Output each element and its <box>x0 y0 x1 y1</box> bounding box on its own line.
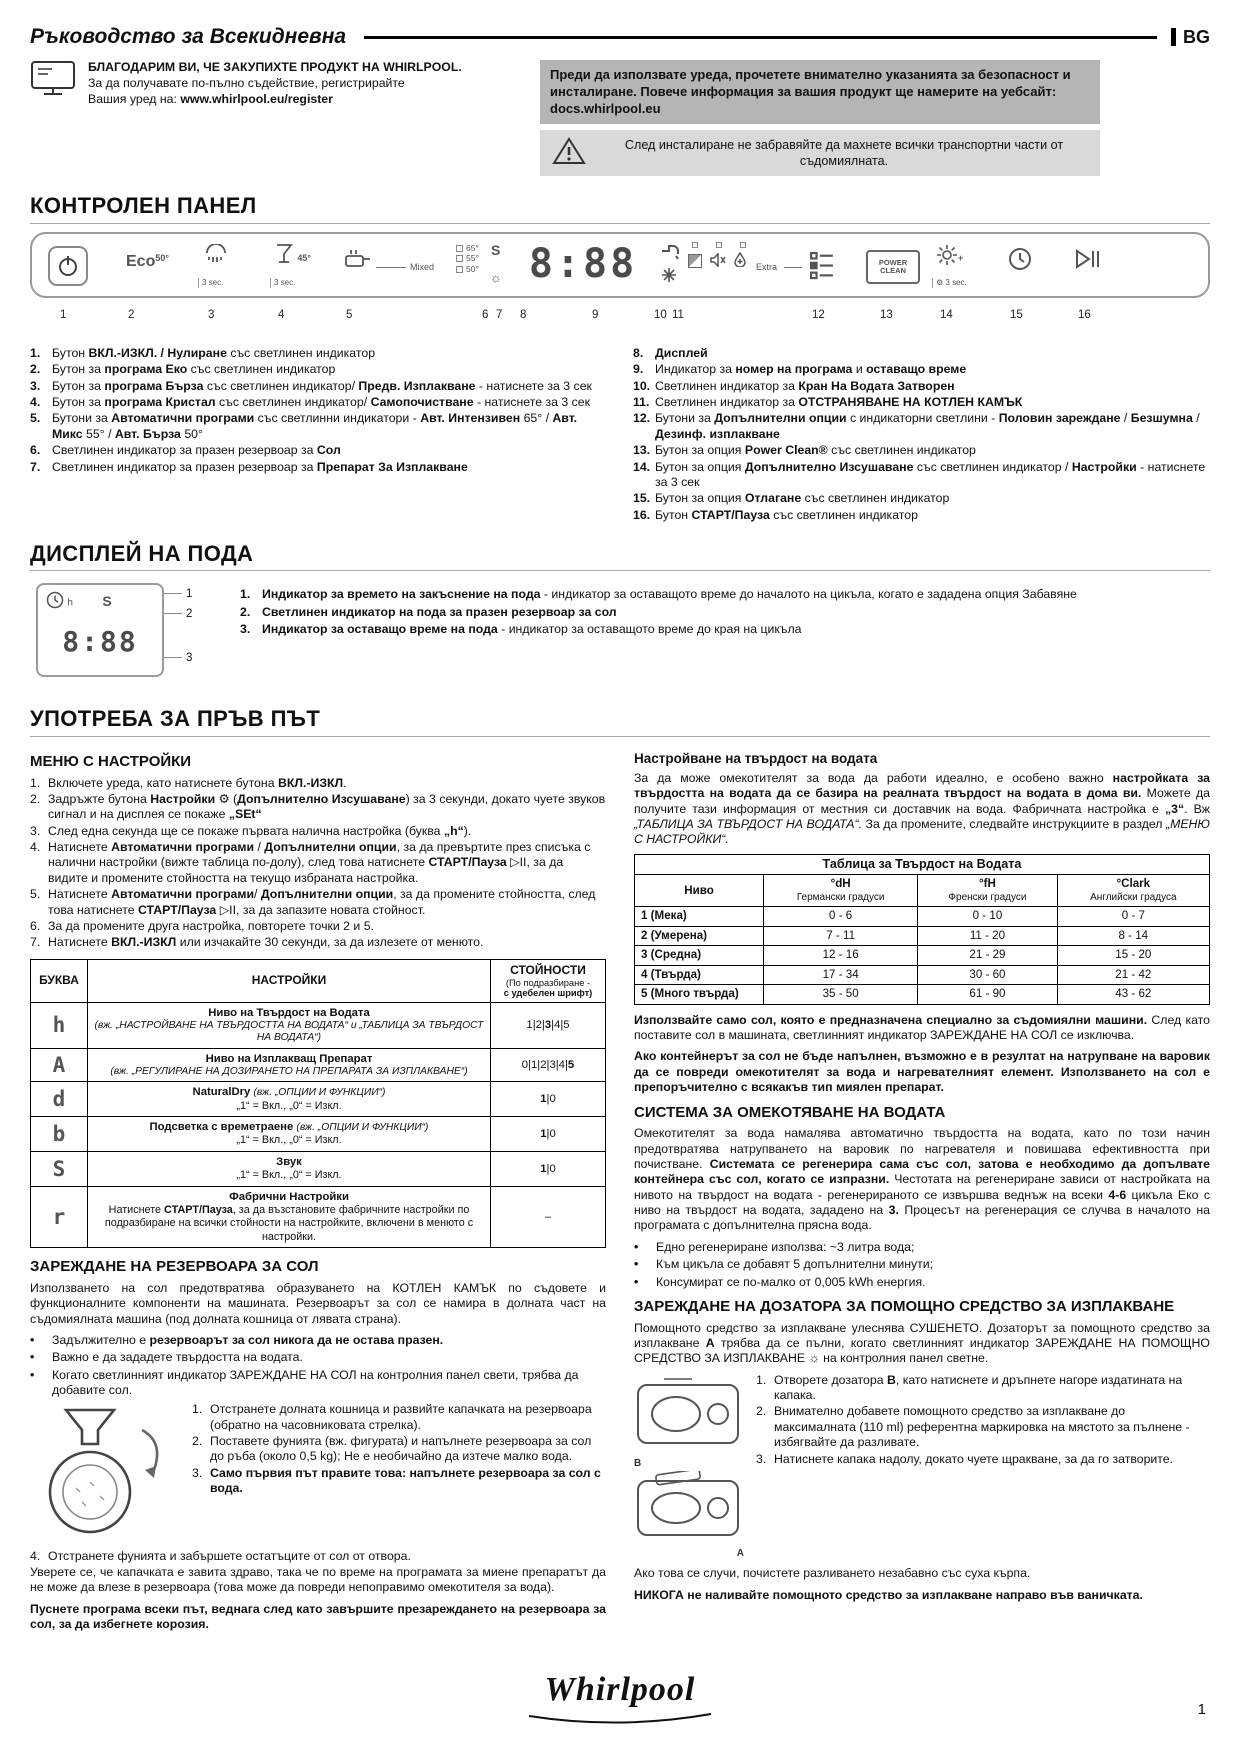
callout-number: 3 <box>186 652 193 665</box>
callout-number: 2 <box>186 608 193 621</box>
quick-program-icon <box>204 244 228 270</box>
list-item: 4. Бутон за програма Кристал със светлинен индикатор/ Самопочистване - натиснете за 3 сек <box>30 395 591 410</box>
rinse-intro: Помощното средство за изплакване улеснява СУШЕНЕТО. Дозаторът за помощното средство за изплакване A трябва да се пълни, когато светлинният индикатор ЗАРЕЖДАНЕ НА ПОМОЩНО СРЕДСТВО ЗА ИЗПЛАКВАНЕ ☼ на контролния панел светне. <box>634 1320 1210 1366</box>
list-item: 6. Светлинен индикатор за празен резервоар за Сол <box>30 443 341 458</box>
list-item: 16. Бутон СТАРТ/Пауза със светлинен индикатор <box>633 507 918 522</box>
descale-indicator-icon <box>662 268 676 286</box>
dispenser-a-label: A <box>736 1547 744 1559</box>
delay-clock-icon <box>1008 247 1032 275</box>
list-item: 12. Бутони за Допълнителни опции с индикаторни светлини - Половин зареждане / Безшумна / Дезинф. изплакване <box>633 411 1200 441</box>
list-item: 3. Само първия път правите това: напълнете резервоара за сол с вода. <box>192 1465 601 1496</box>
callout-number: 14 <box>940 308 953 321</box>
eco-program-button: Eco$^{50^\circ}$ <box>126 252 169 270</box>
rinse-dispenser-figure <box>634 1373 744 1561</box>
list-item: 5. Бутони за Автоматични програми със светлинни индикатори - Авт. Интензивен 65° / Авт. Микс 55° / Авт. Бърза 50° <box>30 411 578 441</box>
list-item: 1. Отстранете долната кошница и развийте капачката на резервоара (обратно на часовниковата стрелка). <box>192 1402 592 1432</box>
callout-number: 9 <box>592 308 599 321</box>
table-row: 4 (Твърда) 17 - 34 30 - 60 21 - 42 <box>635 965 1210 984</box>
warning-text: След инсталиране не забравяйте да махнете всички транспортни части от съдомиялната. <box>624 137 1064 169</box>
power-clean-button: POWER CLEAN <box>866 250 920 284</box>
legend-left <box>30 346 607 524</box>
setting-letter: h <box>31 1003 88 1049</box>
callout-number: 11 <box>672 308 684 321</box>
list-item: 15. Бутон за опция Отлагане със светлинен индикатор <box>633 491 950 506</box>
settings-table <box>30 959 606 1248</box>
list-item: 8. Дисплей <box>633 345 708 360</box>
table-row: 5 (Много твърда) 35 - 50 61 - 90 43 - 62 <box>635 985 1210 1004</box>
thanks-line2: За да получавате по-пълно съдействие, регистрирайте <box>88 76 405 91</box>
softener-bullets <box>634 1240 1210 1290</box>
power-button-icon <box>48 246 88 286</box>
callout-number: 7 <box>496 308 503 321</box>
never-note: НИКОГА не наливайте помощното средство за изплакване направо във ваничката. <box>634 1587 1143 1602</box>
list-item: 2. Поставете фунията (вж. фигурата) и напълнете резервоара за сол до ръба (около 0,5 kg); Не е необичайно да изтече малко вода. <box>192 1434 592 1464</box>
whirlpool-logo: Whirlpool <box>544 1671 696 1709</box>
hardness-heading: Настройване на твърдост на водата <box>634 750 878 766</box>
bullet-item: • Когато светлинният индикатор ЗАРЕЖДАНЕ НА СОЛ на контролния панел свети, трябва да добавите сол. <box>30 1367 579 1397</box>
bullet-item: • Към цикъла се добавят 5 допълнителни минути; <box>634 1257 934 1272</box>
table-row: r Фабрични Настройки Натиснете СТАРТ/Пауза, за да възстановите фабричните настройки по подразбиране на всички стойности на настройките, включени в менюто с настройки. – <box>31 1186 606 1248</box>
safety-notice: Преди да използвате уреда, прочетете внимателно указанията за безопасност и инсталиране. Повече информация за вашия продукт ще намерите на уебсайт: docs.whirlpool.eu <box>540 60 1100 124</box>
extra-dry-icon: + <box>936 244 963 270</box>
list-item: 3. След една секунда ще се покаже първата налична настройка (буква „h“). <box>30 823 472 838</box>
menu-settings-title: МЕНЮ С НАСТРОЙКИ <box>30 752 192 770</box>
crystal-program-icon: 45° <box>274 244 311 270</box>
callout-number: 1 <box>60 308 67 321</box>
list-item: 6. За да промените друга настройка, повторете точки 2 и 5. <box>30 918 374 933</box>
bullet-item: • Важно е да зададете твърдостта на водата. <box>30 1350 303 1365</box>
left-column <box>30 745 606 1639</box>
control-panel-strip <box>30 232 1210 298</box>
disinfect-rinse-icon <box>734 252 746 271</box>
extra-connector <box>784 267 802 268</box>
section-floor-display: ДИСПЛЕЙ НА ПОДА <box>30 540 1210 572</box>
register-link[interactable]: Вашия уред на: www.whirlpool.eu/register <box>88 92 333 107</box>
table-row: A Ниво на Изплакващ Препарат (вж. „РЕГУЛИРАНЕ НА ДОЗИРАНЕТО НА ПРЕПАРАТА ЗА ИЗПЛАКВАНЕ“) 0|1|2|3|4|5 <box>31 1048 606 1081</box>
list-item: 1. Отворете дозатора B, като натиснете и дръпнете нагоре издатината на капака. <box>756 1372 1183 1403</box>
page-title: Ръководство за Всекидневна <box>30 25 347 48</box>
floor-display-digits: 8:88 <box>62 624 138 658</box>
header <box>30 24 1210 50</box>
floor-display-legend <box>240 579 1210 639</box>
bullet-item: • Консумират се по-малко от 0,005 kWh енергия. <box>634 1274 926 1289</box>
floor-display-figure <box>30 579 200 689</box>
table-row: 1 (Мека) 0 - 6 0 - 10 0 - 7 <box>635 907 1210 926</box>
list-item: 5. Натиснете Автоматични програми/ Допълнителни опции, за да промените стойността, след това натиснете СТАРТ/Пауза ▷II, за да запазите новата стойност. <box>30 887 596 917</box>
display-digits: 8:88 <box>528 240 638 287</box>
mixed-label: Mixed <box>410 261 435 272</box>
table-row: b Подсветка с времетраене (вж. „ОПЦИИ И ФУНКЦИИ“) „1“ = Вкл., „0“ = Изкл. 1|0 <box>31 1117 606 1152</box>
salt-run-program: Пуснете програма всеки път, веднага след като завършите презареждането на резервоара за сол, за да избегнете корозия. <box>30 1601 606 1632</box>
warning-triangle-icon <box>552 136 586 170</box>
control-panel-figure <box>30 232 1210 336</box>
list-item: 3. Индикатор за оставащо време на пода - индикатор за оставащото време до края на цикъла <box>240 622 802 637</box>
callout-number: 3 <box>208 308 215 321</box>
setting-letter: d <box>31 1082 88 1117</box>
right-column <box>634 745 1210 1639</box>
list-item: 9. Индикатор за номер на програма и оставащо време <box>633 362 967 377</box>
auto-programs-icon <box>344 248 372 274</box>
hours-label: h <box>67 597 73 609</box>
bullet-item: • Задължително е резервоарът за сол никога да не остава празен. <box>30 1332 444 1347</box>
settings-hold-label: ⚙ 3 sec. <box>932 278 967 288</box>
table-title-row: Таблица за Твърдост на Водата <box>635 854 1210 875</box>
temperature-indicators: 65° 55° 50° <box>456 244 479 276</box>
callout-number: 12 <box>812 308 825 321</box>
quick-hold-label: 3 sec. <box>198 278 223 288</box>
callout-number: 16 <box>1078 308 1091 321</box>
rinse-aid-indicator-icon: ☼ <box>490 269 502 285</box>
salt-container-warning: Ако контейнерът за сол не бъде напълнен, възможно е в резултат на натрупване на варовик да се повреди омекотителят за вода и нагревателният елемент. Използването на сол е препоръчително с всякакъв тип миялен препарат. <box>634 1049 1210 1095</box>
salt-step4 <box>30 1549 606 1564</box>
list-item: 13. Бутон за опция Power Clean® със светлинен индикатор <box>633 443 976 458</box>
rinse-steps <box>756 1373 1210 1561</box>
setting-letter: A <box>31 1048 88 1081</box>
hardness-paragraph: За да може омекотителят за вода да работи идеално, е особено важно настройката за твърдостта на водата да се базира на реалната твърдост на водата в дома ви. Можете да получите тази информация от местния си доставчик на вода. Фабричната настройка е „3“. Вж „ТАБЛИЦА ЗА ТВЪРДОСТ НА ВОДАТА“. За да промените, следвайте инструкциите в раздел „МЕНЮ С НАСТРОЙКИ“. <box>634 770 1210 847</box>
mixed-connector <box>376 267 406 268</box>
list-item: 1. Бутон ВКЛ.-ИЗКЛ. / Нулиране със светлинен индикатор <box>30 345 376 360</box>
dispenser-b-label: B <box>634 1458 642 1470</box>
setting-letter: b <box>31 1117 88 1152</box>
list-item: 1. Индикатор за времето на закъснение на пода - индикатор за оставащото време до началото на цикъла, когато е зададена опция Забавяне <box>240 587 1077 602</box>
table-row: 2 (Умерена) 7 - 11 11 - 20 8 - 14 <box>635 926 1210 945</box>
list-item: 3. Натиснете капака надолу, докато чуете щракване, за да го затворите. <box>756 1451 1174 1466</box>
section-control-panel: КОНТРОЛЕН ПАНЕЛ <box>30 192 1210 224</box>
table-row: S Звук „1“ = Вкл., „0“ = Изкл. 1|0 <box>31 1151 606 1186</box>
callout-number: 13 <box>880 308 893 321</box>
list-item: 14. Бутон за опция Допълнително Изсушаване със светлинен индикатор / Настройки - натиснете за 3 сек <box>633 459 1206 489</box>
section-first-use: УПОТРЕБА ЗА ПРЪВ ПЪТ <box>30 705 1210 737</box>
hardness-table <box>634 854 1210 1005</box>
callout-number: 4 <box>278 308 285 321</box>
setting-letter: r <box>31 1186 88 1248</box>
list-item: 2. Внимателно добавете помощното средство за изплакване до максималната (110 ml) референтна маркировка на мястото за пълнене - избягвайте да разливате. <box>756 1404 1190 1450</box>
legend-right <box>633 346 1210 524</box>
callout-number: 15 <box>1010 308 1023 321</box>
list-item: 7. Натиснете ВКЛ.-ИЗКЛ или изчакайте 30 секунди, за да излезете от менюто. <box>30 935 484 950</box>
list-item: 4. Отстранете фунията и забършете остатъците от сол от отвора. <box>30 1548 411 1563</box>
list-item: 11. Светлинен индикатор за ОТСТРАНЯВАНЕ НА КОТЛЕН КАМЪК <box>633 395 1023 410</box>
crystal-hold-label: 3 sec. <box>270 278 295 288</box>
salt-only-note: Използвайте само сол, която е предназначена специално за съдомиялни машини. След като поставите сол в машината, светлинният индикатор ЗАРЕЖДАНЕ НА СОЛ се изключва. <box>634 1012 1210 1043</box>
salt-funnel-figure <box>30 1402 180 1542</box>
extra-label: Extra <box>756 261 778 272</box>
list-item: 1. Включете уреда, като натиснете бутона ВКЛ.-ИЗКЛ. <box>30 775 347 790</box>
tap-closed-icon <box>660 242 680 264</box>
logo-swoosh <box>525 1712 715 1724</box>
softener-paragraph: Омекотителят за вода намалява автоматично твърдостта на водата, като по този начин предотвратява натрупването на варовик по нагревателя и повишава ефективността при почистване. Системата се регенерира сама със сол, затова е необходимо да допълвате контейнера със сол, когато се изпразни. Честотата на регенериране зависи от настройката на нивото на твърдост на водата - регенерираното се извършва веднъж на всеки 4-6 цикъла Еко с ниво на твърдост на водата, зададено на 3. Процесът на регенерация се случва в началото на програмата с допълнителна прясна вода. <box>634 1126 1210 1233</box>
thanks-block <box>30 60 516 176</box>
rinse-heading: ЗАРЕЖДАНЕ НА ДОЗАТОРА ЗА ПОМОЩНО СРЕДСТВО ЗА ИЗПЛАКВАНЕ <box>634 1297 1175 1315</box>
callout-number: 10 <box>654 308 667 321</box>
salt-indicator-icon: S <box>491 241 501 258</box>
table-row: d NaturalDry (вж. „ОПЦИИ И ФУНКЦИИ“) „1“ = Вкл., „0“ = Изкл. 1|0 <box>31 1082 606 1117</box>
start-pause-icon <box>1074 249 1102 273</box>
page-number: 1 <box>1197 1701 1206 1719</box>
salt-section-title: ЗАРЕЖДАНЕ НА РЕЗЕРВОАРА ЗА СОЛ <box>30 1258 319 1276</box>
language-tag: BG <box>1171 28 1210 46</box>
list-item: 2. Светлинен индикатор на пода за празен резервоар за сол <box>240 604 617 619</box>
setting-letter: S <box>31 1151 88 1186</box>
silent-icon <box>710 253 726 271</box>
salt-indicator-icon: S <box>102 592 112 609</box>
salt-intro: Използването на сол предотвратява образуването на КОТЛЕН КАМЪК по съдовете и функционалните компоненти на машината. Резервоарът за сол се намира в долната част на съдомиялната машина (под долната кошница от лявата страна). <box>30 1280 606 1326</box>
list-item: 3. Бутон за програма Бърза със светлинен индикатор/ Предв. Изплакване - натиснете за 3 сек <box>30 378 592 393</box>
transport-warning <box>540 130 1100 176</box>
spill-note: Ако това се случи, почистете разливането незабавно със суха кърпа. <box>634 1566 1031 1581</box>
monitor-icon <box>30 60 76 176</box>
salt-bullets <box>30 1333 606 1398</box>
list-item: 2. Задръжте бутона Настройки ⚙ (Допълнително Изсушаване) за 3 секунди, докато чуете звуков сигнал и на дисплея се покаже „SEt“ <box>30 792 606 822</box>
thanks-bold: БЛАГОДАРИМ ВИ, ЧЕ ЗАКУПИХТЕ ПРОДУКТ НА WHIRLPOOL. <box>88 60 462 75</box>
callout-number: 1 <box>186 588 193 601</box>
control-panel-legend <box>30 346 1210 524</box>
list-item: 10. Светлинен индикатор за Кран На Водата Затворен <box>633 378 955 393</box>
bullet-item: • Едно регенериране използва: ~3 литра вода; <box>634 1239 915 1254</box>
callout-number: 6 <box>482 308 489 321</box>
callout-number: 5 <box>346 308 353 321</box>
menu-steps <box>30 776 606 951</box>
half-load-icon <box>688 254 702 268</box>
options-button-icon <box>810 250 834 284</box>
list-item: 2. Бутон за програма Еко със светлинен индикатор <box>30 362 336 377</box>
table-row: 3 (Средна) 12 - 16 21 - 29 15 - 20 <box>635 946 1210 965</box>
list-item: 7. Светлинен индикатор за празен резервоар за Препарат За Изплакване <box>30 459 468 474</box>
table-row: h Ниво на Твърдост на Водата (вж. „НАСТРОЙВАНЕ НА ТВЪРДОСТТА НА ВОДАТА“ и „ТАБЛИЦА ЗА ТВЪРДОСТ НА ВОДАТА“) 1|2|3|4|5 <box>31 1003 606 1049</box>
softener-heading: СИСТЕМА ЗА ОМЕКОТЯВАНЕ НА ВОДАТА <box>634 1103 946 1121</box>
list-item: 4. Натиснете Автоматични програми / Допълнителни опции, за да превъртите през списъка с налични настройки (вижте таблица по-долу), след това натиснете СТАРТ/Пауза ▷II, за да видите и промените стойността на текущо избраната настройка. <box>30 840 591 885</box>
footer <box>0 1669 1240 1728</box>
delay-clock-icon <box>46 598 67 612</box>
callout-number: 2 <box>128 308 135 321</box>
header-rule <box>364 36 1157 39</box>
salt-steps <box>192 1402 606 1542</box>
callout-number: 8 <box>520 308 527 321</box>
table-header-row: Ниво °dH Германски градуси °fH Френски градуси °Clark Английски градуса <box>635 875 1210 907</box>
table-header-row: БУКВА НАСТРОЙКИ СТОЙНОСТИ (По подразбиране - с удебелен шрифт) <box>31 959 606 1002</box>
salt-cap-warning: Уверете се, че капачката е завита здраво, така че по време на програмата за миене препаратът да не може да влезе в резервоара (това може да повреди непоправимо омекотителя за вода). <box>30 1565 606 1595</box>
